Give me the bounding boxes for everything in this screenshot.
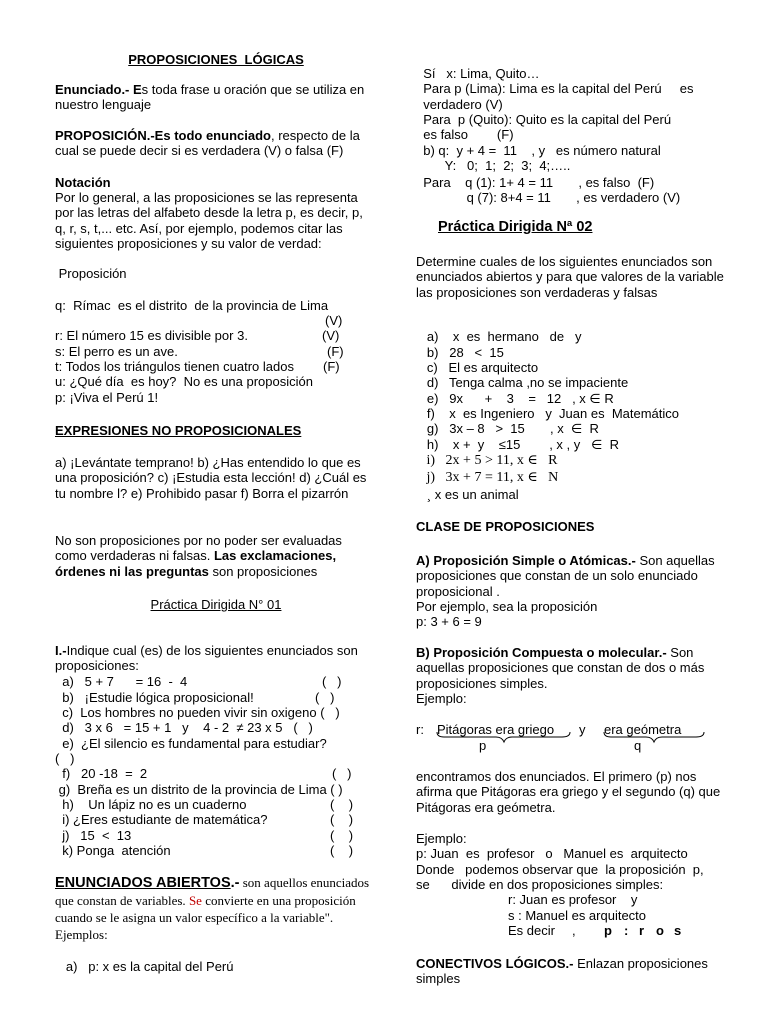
practica1-item-b: b) ¡Estudie lógica proposicional! (55, 690, 254, 705)
practica1-item-i-mark: ( ) (330, 812, 354, 827)
practica2-item-f: f) x es Ingeniero y Juan es Matemático (416, 406, 680, 421)
practica1-intro (55, 643, 377, 674)
expresiones-heading: EXPRESIONES NO PROPOSICIONALES (55, 423, 302, 438)
esdecir-colon: : (624, 923, 629, 938)
practica1-item-k: k) Ponga atención (55, 843, 171, 858)
practica2-item-g: g) 3x – 8 > 15 , x ∈ R (416, 421, 599, 436)
esdecir-o: o (656, 923, 664, 938)
compuesta-text: Son aquellas proposiciones que constan de dos o más proposiciones simples. (416, 645, 705, 691)
right-line-2: Para p (Lima): Lima es la capital del Perú es (416, 81, 694, 96)
example-q: q: Rímac es el distrito de la provincia de Lima (55, 298, 329, 313)
esdecir-r: r (639, 923, 645, 938)
right-line-9: q (7): 8+4 = 11 , es verdadero (V) (416, 190, 681, 205)
abiertos-text-1: son aquellos enunciados que constan de variables. (55, 875, 370, 908)
example-u: u: ¿Qué día es hoy? No es una proposición (55, 374, 313, 389)
no-prop-bold: Las exclamaciones, órdenes ni las preguntas (55, 548, 337, 579)
practica1-item-c: c) Los hombres no pueden vivir sin oxigeno ( ) (55, 705, 340, 720)
practica2-item-e: e) 9x + 3 = 12 , x ∈ R (416, 391, 614, 406)
simple-text: Son aquellas proposiciones que constan de un solo enunciado proposicional . (416, 553, 715, 599)
no-prop-end: son proposiciones (208, 563, 318, 579)
simple-example-intro: Por ejemplo, sea la proposición (416, 599, 598, 614)
practica1-item-h: h) Un lápiz no es un cuaderno (55, 797, 247, 812)
right-line-7: Y: 0; 1; 2; 3; 4;….. (416, 158, 571, 173)
right-line-3: verdadero (V) (416, 97, 503, 112)
practica1-heading: Práctica Dirigida N° 01 (150, 597, 282, 612)
clase-heading: CLASE DE PROPOSICIONES (416, 519, 595, 534)
expresiones-text: a) ¡Levántate temprano! b) ¿Has entendido lo que es una proposición? c) ¡Estudia esta lección! d) ¿Cuál es tu nombre l? e) Prohibido pasar f) Borra el pizarrón (55, 455, 367, 501)
conectivos-term: CONECTIVOS LÓGICOS.- (416, 956, 574, 971)
practica2-item-h: h) x + y ≤15 , x , y ∈ R (416, 437, 620, 452)
conectivos-definition (416, 956, 736, 987)
compuesta-definition (416, 645, 736, 691)
practica1-item-e-mark: ( ) (55, 751, 75, 766)
ejemplo2-label: Ejemplo: (416, 831, 467, 846)
practica2-item-k: ¸ x es un animal (416, 487, 519, 502)
practica1-item-k-mark: ( ) (330, 843, 354, 858)
se-line: se divide en dos proposiciones simples: (416, 877, 664, 892)
enunciado-term: Enunciado.- E (55, 82, 142, 97)
esdecir-s: s (674, 923, 682, 938)
practica1-item-f: f) 20 -18 = 2 (55, 766, 148, 781)
practica1-item-g: g) Breña es un distrito de la provincia de Lima ( ) (55, 782, 343, 797)
practica1-item-i: i) ¿Eres estudiante de matemática? (55, 812, 268, 827)
example-r: r: El número 15 es divisible por 3. (55, 328, 248, 343)
enunciados-abiertos (55, 874, 377, 943)
proposicion-definition (55, 128, 377, 159)
abiertos-text-2: convierte en una proposición cuando se le asigna un valor específico a la variable". Ejemplos: (55, 893, 356, 942)
pitagoras-r: r: (416, 722, 424, 737)
page-title: PROPOSICIONES LÓGICAS (128, 52, 304, 67)
esdecir-p: p (604, 923, 612, 938)
practica1-item-d: d) 3 x 6 = 15 + 1 y 4 - 2 ≠ 23 x 5 ( ) (55, 720, 313, 735)
example-t: t: Todos los triángulos tienen cuatro lados (55, 359, 294, 374)
abiertos-heading: ENUNCIADOS ABIERTOS (55, 875, 231, 891)
r-line: r: Juan es profesor y (508, 892, 638, 907)
example-s: s: El perro es un ave. (55, 344, 178, 359)
practica1-intro-text: Indique cual (es) de los siguientes enunciados son proposiciones: (55, 643, 358, 674)
practica1-item-e: e) ¿El silencio es fundamental para estudiar? (55, 736, 327, 751)
conectivos-text: Enlazan proposiciones simples (416, 956, 708, 987)
practica2-item-c: c) El es arquitecto (416, 360, 539, 375)
practica2-item-i: i) 2x + 5 > 11, x ∈ R (416, 453, 558, 468)
brace-label-p: p (479, 738, 487, 753)
no-prop-start: No son proposiciones por no poder ser evaluadas como verdaderas ni falsas. (55, 533, 342, 564)
abiertos-item-a: a) p: x es la capital del Perú (55, 959, 234, 974)
encontramos-text: encontramos dos enunciados. El primero (p) nos afirma que Pitágoras era griego y el segundo (q) que Pitágoras era geómetra. (416, 769, 721, 815)
right-line-6: b) q: y + 4 = 11 , y es número natural (416, 143, 661, 158)
pitagoras-q-text: era geómetra (604, 722, 682, 737)
practica1-item-a: a) 5 + 7 = 16 - 4 (55, 674, 188, 689)
compuesta-term: B) Proposición Compuesta o molecular.- (416, 645, 667, 660)
notacion-text: Por lo general, a las proposiciones se las representa por las letras del alfabeto desde la letra p, es decir, p, q, r, s, t,... etc. Así, por ejemplo, podemos citar las siguientes proposiciones y su valor de verdad: (55, 190, 363, 251)
simple-definition (416, 553, 736, 599)
abiertos-sep: .- (230, 875, 240, 891)
practica2-intro: Determine cuales de los siguientes enunciados son enunciados abiertos y para que valores de la variable las proposiciones son verdaderas y falsas (416, 254, 724, 300)
donde-line: Donde podemos observar que la proposición p, (416, 862, 704, 877)
example-t-value: (F) (323, 359, 340, 374)
practica2-item-a: a) x es hermano de y (416, 329, 582, 344)
practica1-item-f-mark: ( ) (332, 766, 352, 781)
esdecir-label: Es decir (508, 923, 555, 938)
practica2-item-d: d) Tenga calma ,no se impaciente (416, 375, 629, 390)
proposicion-label: Proposición (55, 266, 127, 281)
notacion-heading: Notación (55, 175, 111, 190)
right-line-8: Para q (1): 1+ 4 = 11 , es falso (F) (416, 175, 655, 190)
right-line-4: Para p (Quito): Quito es la capital del Perú (416, 112, 672, 127)
practica1-item-j-mark: ( ) (330, 828, 354, 843)
enunciado-definition (55, 82, 377, 113)
practica1-numeral: I.- (55, 643, 67, 658)
abiertos-text-red: Se (188, 893, 202, 908)
underbrace-graphic (434, 730, 724, 744)
practica2-item-b: b) 28 < 15 (416, 345, 504, 360)
s-line: s : Manuel es arquitecto (508, 908, 647, 923)
simple-term: A) Proposición Simple o Atómicas.- (416, 553, 636, 568)
proposicion-text: , respecto de la cual se puede decir si es verdadera (V) o falsa (F) (55, 128, 360, 159)
compuesta-ejemplo-label: Ejemplo: (416, 691, 467, 706)
practica1-item-j: j) 15 < 13 (55, 828, 132, 843)
enunciado-text: s toda frase u oración que se utiliza en nuestro lenguaje (55, 82, 365, 113)
right-line-1: Sí x: Lima, Quito… (416, 66, 540, 81)
practica2-heading: Práctica Dirigida Nª 02 (438, 219, 593, 235)
example-s-value: (F) (327, 344, 344, 359)
practica1-item-a-mark: ( ) (322, 674, 342, 689)
practica1-item-h-mark: ( ) (330, 797, 354, 812)
esdecir-comma: , (572, 923, 576, 938)
example-p: p: ¡Viva el Perú 1! (55, 390, 159, 405)
simple-formula: p: 3 + 6 = 9 (416, 614, 482, 629)
right-line-5: es falso (F) (416, 127, 514, 142)
practica2-item-j: j) 3x + 7 = 11, x ∈ N (416, 470, 559, 485)
pitagoras-y: y (579, 722, 586, 737)
no-proposiciones-text (55, 533, 377, 579)
practica1-item-b-mark: ( ) (315, 690, 335, 705)
pitagoras-p-text: Pitágoras era griego (437, 722, 555, 737)
juan-line: p: Juan es profesor o Manuel es arquitecto (416, 846, 688, 861)
example-q-value: (V) (325, 313, 343, 328)
brace-label-q: q (634, 738, 642, 753)
example-r-value: (V) (322, 328, 340, 343)
proposicion-term: PROPOSICIÓN.-Es todo enunciado (55, 128, 271, 143)
